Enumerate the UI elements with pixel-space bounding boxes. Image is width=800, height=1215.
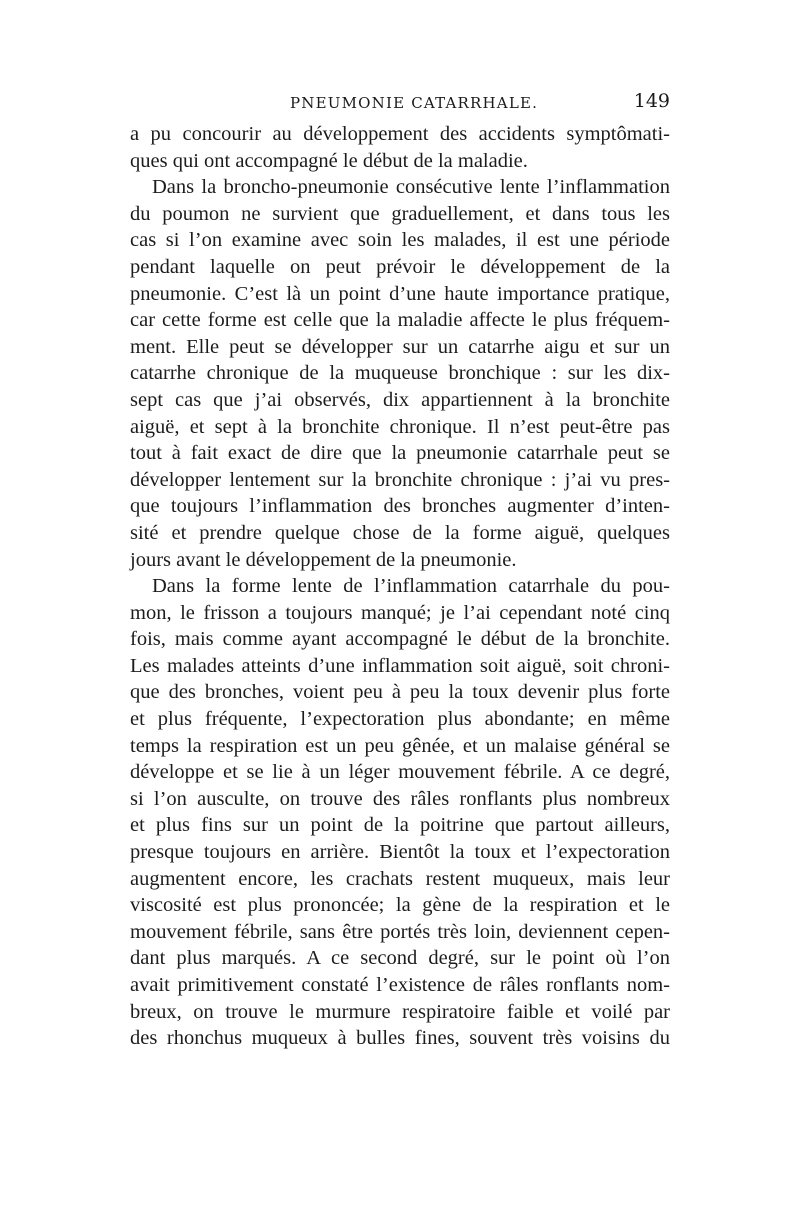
running-title: PNEUMONIE CATARRHALE. [290,94,539,112]
text-line: pendant laquelle on peut prévoir le développement de la [130,255,670,278]
text-line: mouvement fébrile, sans être portés très loin, deviennent cepen- [130,920,670,943]
page-header [130,88,670,118]
text-line: dant plus marqués. A ce second degré, sur le point où l’on [130,947,670,970]
text-line: viscosité est plus prononcée; la gène de la respiration et le [130,894,670,917]
text-line: des rhonchus muqueux à bulles fines, souvent très voisins du [130,1027,670,1050]
text-line: presque toujours en arrière. Bientôt la toux et l’expectoration [130,841,670,864]
text-line: pneumonie. C’est là un point d’une haute importance pratique, [130,282,670,305]
text-line: et plus fins sur un point de la poitrine que partout ailleurs, [130,814,670,837]
text-line: temps la respiration est un peu gênée, et un malaise général se [130,734,670,757]
text-line: a pu concourir au développement des accidents symptômati- [130,123,670,145]
text-line: Dans la forme lente de l’inflammation catarrhale du pou- [152,575,670,598]
body-text [130,121,670,1052]
text-line: cas si l’on examine avec soin les malades, il est une période [130,229,670,252]
text-line: augmentent encore, les crachats restent muqueux, mais leur [130,867,670,890]
text-line: aiguë, et sept à la bronchite chronique. Il n’est peut-être pas [130,415,670,438]
text-line: sité et prendre quelque chose de la forme aiguë, quelques [130,521,670,544]
page-number: 149 [633,90,670,112]
text-line: développer lentement sur la bronchite chronique : j’ai vu pres- [130,468,670,491]
text-line: que toujours l’inflammation des bronches augmenter d’inten- [130,495,670,518]
text-line: que des bronches, voient peu à peu la toux devenir plus forte [130,681,670,704]
text-line: jours avant le développement de la pneumonie. [130,548,517,571]
text-line: fois, mais comme ayant accompagné le début de la bronchite. [130,628,670,651]
text-line: avait primitivement constaté l’existence de râles ronflants nom- [130,974,670,996]
text-line: breux, on trouve le murmure respiratoire faible et voilé par [130,1000,670,1023]
text-line: sept cas que j’ai observés, dix appartiennent à la bronchite [130,388,670,411]
text-line: développe et se lie à un léger mouvement fébrile. A ce degré, [130,761,670,784]
text-line: mon, le frisson a toujours manqué; je l’ai cependant noté cinq [130,601,670,624]
text-line: tout à fait exact de dire que la pneumonie catarrhale peut se [130,442,670,465]
text-line: catarrhe chronique de la muqueuse bronchique : sur les dix- [130,362,670,385]
text-line: ment. Elle peut se développer sur un catarrhe aigu et sur un [130,335,670,358]
text-line: et plus fréquente, l’expectoration plus abondante; en même [130,708,670,731]
text-line: si l’on ausculte, on trouve des râles ronflants plus nombreux [130,787,670,810]
text-line: ques qui ont accompagné le début de la maladie. [130,149,528,172]
text-line: du poumon ne survient que graduellement, et dans tous les [130,202,670,225]
text-line: Les malades atteints d’une inflammation soit aiguë, soit chroni- [130,654,670,677]
text-line: car cette forme est celle que la maladie affecte le plus fréquem- [130,309,670,332]
text-line: Dans la broncho-pneumonie consécutive lente l’inflammation [152,176,670,199]
